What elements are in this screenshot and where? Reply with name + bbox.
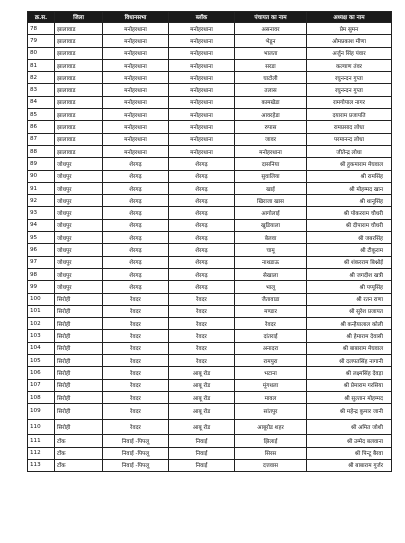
table-row xyxy=(28,72,392,84)
serial-cell: 101 xyxy=(28,305,55,317)
panchayat-cell: भालता xyxy=(235,47,307,59)
serial-cell: 83 xyxy=(28,84,55,96)
assembly-cell: रेवदर xyxy=(103,379,169,391)
assembly-cell: निवाई -पिपलू xyxy=(103,447,169,459)
table-row xyxy=(28,232,392,244)
serial-cell: 105 xyxy=(28,355,55,367)
district-cell: सिरोही xyxy=(55,342,103,354)
block-cell: शेरगढ़ xyxy=(169,244,235,256)
panchayat-cell: झिलाई xyxy=(235,435,307,447)
president-name-cell: श्री थानूसिंह xyxy=(307,195,392,207)
serial-cell: 99 xyxy=(28,281,55,293)
table-row xyxy=(28,459,392,471)
table-row xyxy=(28,435,392,447)
table-row xyxy=(28,447,392,459)
block-cell: शेरगढ़ xyxy=(169,170,235,182)
district-cell: झालावाड xyxy=(55,84,103,96)
serial-cell: 104 xyxy=(28,342,55,354)
panchayat-cell: मावल xyxy=(235,391,307,403)
block-cell: रेवदर xyxy=(169,330,235,342)
assembly-cell: शेरगढ़ xyxy=(103,232,169,244)
block-cell: आबू रोड xyxy=(169,391,235,403)
assembly-cell: मनोहरथाना xyxy=(103,121,169,133)
president-name-cell: जीतेन्द्र लोधा xyxy=(307,145,392,157)
assembly-cell: शेरगढ़ xyxy=(103,244,169,256)
assembly-cell: शेरगढ़ xyxy=(103,268,169,280)
president-name-cell: कल्याण तंवर xyxy=(307,59,392,71)
president-list-table xyxy=(27,11,392,472)
panchayat-cell: असनावर xyxy=(235,23,307,35)
president-name-cell: श्री दलपतसिंह नागानी xyxy=(307,355,392,367)
district-cell: सिरोही xyxy=(55,404,103,420)
panchayat-cell: दांतराई xyxy=(235,330,307,342)
table-row xyxy=(28,35,392,47)
serial-cell: 100 xyxy=(28,293,55,305)
header-block: ब्लॉक xyxy=(169,12,235,23)
serial-cell: 89 xyxy=(28,158,55,170)
panchayat-cell: सुवालिया xyxy=(235,170,307,182)
district-cell: झालावाड xyxy=(55,47,103,59)
district-cell: जोधपुर xyxy=(55,281,103,293)
president-name-cell: श्री रतन राणा xyxy=(307,293,392,305)
district-cell: जोधपुर xyxy=(55,195,103,207)
district-cell: सिरोही xyxy=(55,305,103,317)
assembly-cell: शेरगढ़ xyxy=(103,256,169,268)
assembly-cell: शेरगढ़ xyxy=(103,219,169,231)
president-name-cell: श्री जगदीश खत्री xyxy=(307,268,392,280)
assembly-cell: रेवदर xyxy=(103,293,169,305)
district-cell: जोधपुर xyxy=(55,170,103,182)
panchayat-cell: आवरहेडा xyxy=(235,109,307,121)
assembly-cell: निवाई -पिपलू xyxy=(103,435,169,447)
serial-cell: 92 xyxy=(28,195,55,207)
header-panchayat: पंचायत का नाम xyxy=(235,12,307,23)
serial-cell: 95 xyxy=(28,232,55,244)
serial-cell: 109 xyxy=(28,404,55,420)
assembly-cell: मनोहरथाना xyxy=(103,72,169,84)
table-row xyxy=(28,244,392,256)
assembly-cell: रेवदर xyxy=(103,355,169,367)
district-cell: झालावाड xyxy=(55,35,103,47)
district-cell: झालावाड xyxy=(55,23,103,35)
president-name-cell: श्री बाबाराम गुर्जर xyxy=(307,459,392,471)
assembly-cell: शेरगढ़ xyxy=(103,158,169,170)
president-name-cell: श्री सुल्तान मोहम्मद xyxy=(307,391,392,403)
panchayat-cell: जावर xyxy=(235,133,307,145)
district-cell: सिरोही xyxy=(55,367,103,379)
district-cell: जोधपुर xyxy=(55,219,103,231)
assembly-cell: रेवदर xyxy=(103,318,169,330)
table-header-row xyxy=(28,12,392,23)
block-cell: मनोहरथाना xyxy=(169,145,235,157)
serial-cell: 107 xyxy=(28,379,55,391)
panchayat-cell: सांतपुर xyxy=(235,404,307,420)
panchayat-cell: रुपास xyxy=(235,121,307,133)
president-name-cell: श्री टीकूराम xyxy=(307,244,392,256)
district-cell: जोधपुर xyxy=(55,207,103,219)
district-cell: झालावाड xyxy=(55,59,103,71)
serial-cell: 106 xyxy=(28,367,55,379)
district-cell: सिरोही xyxy=(55,318,103,330)
table-row xyxy=(28,318,392,330)
president-name-cell: श्री उम्मेद बलवाना xyxy=(307,435,392,447)
assembly-cell: मनोहरथाना xyxy=(103,84,169,96)
panchayat-cell: कामखेडा xyxy=(235,96,307,108)
block-cell: मनोहरथाना xyxy=(169,35,235,47)
district-cell: झालावाड xyxy=(55,96,103,108)
block-cell: शेरगढ़ xyxy=(169,158,235,170)
assembly-cell: मनोहरथाना xyxy=(103,96,169,108)
assembly-cell: शेरगढ़ xyxy=(103,281,169,293)
block-cell: मनोहरथाना xyxy=(169,59,235,71)
district-cell: सिरोही xyxy=(55,391,103,403)
serial-cell: 108 xyxy=(28,391,55,403)
header-president-name: अध्यक्ष का नाम xyxy=(307,12,392,23)
block-cell: रेवदर xyxy=(169,293,235,305)
assembly-cell: मनोहरथाना xyxy=(103,23,169,35)
table-row xyxy=(28,145,392,157)
table-row xyxy=(28,355,392,367)
president-name-cell: श्री पोकरराम चौधरी xyxy=(307,207,392,219)
table-row xyxy=(28,182,392,194)
block-cell: निवाई xyxy=(169,459,235,471)
president-name-cell: श्री महेन्द्र कुमार जानी xyxy=(307,404,392,420)
table-row xyxy=(28,195,392,207)
serial-cell: 94 xyxy=(28,219,55,231)
district-cell: सिरोही xyxy=(55,379,103,391)
panchayat-cell: रामपुरा xyxy=(235,355,307,367)
table-row xyxy=(28,170,392,182)
panchayat-cell: दासनिया xyxy=(235,158,307,170)
table-row xyxy=(28,219,392,231)
serial-cell: 103 xyxy=(28,330,55,342)
table-row xyxy=(28,133,392,145)
table-row xyxy=(28,379,392,391)
block-cell: शेरगढ़ xyxy=(169,268,235,280)
president-name-cell: श्री मोहम्मद खान xyxy=(307,182,392,194)
table-row xyxy=(28,293,392,305)
table-row xyxy=(28,47,392,59)
president-name-cell: श्री शंकरराम बिश्नोई xyxy=(307,256,392,268)
assembly-cell: शेरगढ़ xyxy=(103,182,169,194)
assembly-cell: शेरगढ़ xyxy=(103,207,169,219)
serial-cell: 78 xyxy=(28,23,55,35)
district-cell: टोंक xyxy=(55,435,103,447)
block-cell: मनोहरथाना xyxy=(169,109,235,121)
panchayat-cell: खिराजा खास xyxy=(235,195,307,207)
serial-cell: 79 xyxy=(28,35,55,47)
serial-cell: 80 xyxy=(28,47,55,59)
serial-cell: 90 xyxy=(28,170,55,182)
president-name-cell: रामगोपाल नागर xyxy=(307,96,392,108)
block-cell: शेरगढ़ xyxy=(169,256,235,268)
block-cell: मनोहरथाना xyxy=(169,121,235,133)
table-row xyxy=(28,367,392,379)
district-cell: जोधपुर xyxy=(55,244,103,256)
president-name-cell: श्री प्रेमाराम गरसिया xyxy=(307,379,392,391)
assembly-cell: निवाई -पिपलू xyxy=(103,459,169,471)
table-row xyxy=(28,419,392,435)
header-district: जिला xyxy=(55,12,103,23)
assembly-cell: मनोहरथाना xyxy=(103,35,169,47)
assembly-cell: मनोहरथाना xyxy=(103,47,169,59)
serial-cell: 111 xyxy=(28,435,55,447)
panchayat-cell: भेडून xyxy=(235,35,307,47)
table-row xyxy=(28,268,392,280)
block-cell: शेरगढ़ xyxy=(169,219,235,231)
district-cell: जोधपुर xyxy=(55,256,103,268)
president-name-cell: रघुनन्दन गुप्ता xyxy=(307,72,392,84)
table-row xyxy=(28,391,392,403)
table-row xyxy=(28,121,392,133)
assembly-cell: रेवदर xyxy=(103,404,169,420)
panchayat-cell: दत्तवास xyxy=(235,459,307,471)
president-name-cell: श्री जबरसिंह xyxy=(307,232,392,244)
serial-cell: 85 xyxy=(28,109,55,121)
table-row xyxy=(28,96,392,108)
table-row xyxy=(28,256,392,268)
serial-cell: 110 xyxy=(28,419,55,435)
serial-cell: 91 xyxy=(28,182,55,194)
block-cell: निवाई xyxy=(169,447,235,459)
panchayat-cell: मनोहरथाना xyxy=(235,145,307,157)
district-cell: सिरोही xyxy=(55,419,103,435)
serial-cell: 87 xyxy=(28,133,55,145)
block-cell: मनोहरथाना xyxy=(169,23,235,35)
block-cell: रेवदर xyxy=(169,305,235,317)
block-cell: मनोहरथाना xyxy=(169,96,235,108)
president-name-cell: श्री कन्हैयालाल कोली xyxy=(307,318,392,330)
serial-cell: 97 xyxy=(28,256,55,268)
district-cell: जोधपुर xyxy=(55,232,103,244)
president-name-cell: रघुनन्दन गुप्ता xyxy=(307,84,392,96)
block-cell: शेरगढ़ xyxy=(169,195,235,207)
serial-cell: 88 xyxy=(28,145,55,157)
block-cell: शेरगढ़ xyxy=(169,232,235,244)
assembly-cell: शेरगढ़ xyxy=(103,195,169,207)
panchayat-cell: तलास xyxy=(235,84,307,96)
serial-cell: 113 xyxy=(28,459,55,471)
block-cell: मनोहरथाना xyxy=(169,47,235,59)
block-cell: शेरगढ़ xyxy=(169,207,235,219)
panchayat-cell: घाटोली xyxy=(235,72,307,84)
president-name-cell: श्री हेमाराम देवासी xyxy=(307,330,392,342)
block-cell: मनोहरथाना xyxy=(169,133,235,145)
assembly-cell: रेवदर xyxy=(103,330,169,342)
panchayat-cell: भटाना xyxy=(235,367,307,379)
assembly-cell: रेवदर xyxy=(103,391,169,403)
serial-cell: 93 xyxy=(28,207,55,219)
district-cell: टोंक xyxy=(55,447,103,459)
table-body xyxy=(28,23,392,472)
block-cell: रेवदर xyxy=(169,355,235,367)
serial-cell: 84 xyxy=(28,96,55,108)
block-cell: रेवदर xyxy=(169,318,235,330)
header-serial: क्र.स. xyxy=(28,12,55,23)
table-row xyxy=(28,109,392,121)
assembly-cell: शेरगढ़ xyxy=(103,170,169,182)
table-row xyxy=(28,342,392,354)
block-cell: मनोहरथाना xyxy=(169,72,235,84)
serial-cell: 102 xyxy=(28,318,55,330)
president-name-cell: प्रेम सुमन xyxy=(307,23,392,35)
president-name-cell: श्री हुकमाराम मेघवाल xyxy=(307,158,392,170)
assembly-cell: मनोहरथाना xyxy=(103,145,169,157)
district-cell: सिरोही xyxy=(55,330,103,342)
serial-cell: 96 xyxy=(28,244,55,256)
district-cell: सिरोही xyxy=(55,355,103,367)
table-row xyxy=(28,23,392,35)
district-cell: जोधपुर xyxy=(55,158,103,170)
assembly-cell: मनोहरथाना xyxy=(103,133,169,145)
panchayat-cell: बेलवा xyxy=(235,232,307,244)
president-name-cell: ओमप्रकाश मीणा xyxy=(307,35,392,47)
district-cell: झालावाड xyxy=(55,145,103,157)
table-row xyxy=(28,158,392,170)
serial-cell: 82 xyxy=(28,72,55,84)
panchayat-cell: अनादरा xyxy=(235,342,307,354)
assembly-cell: मनोहरथाना xyxy=(103,109,169,121)
block-cell: मनोहरथाना xyxy=(169,84,235,96)
district-cell: झालावाड xyxy=(55,72,103,84)
assembly-cell: रेवदर xyxy=(103,367,169,379)
president-name-cell: श्री दीपाराम चौधरी xyxy=(307,219,392,231)
block-cell: शेरगढ़ xyxy=(169,182,235,194)
president-name-cell: परमानन्द लोधा xyxy=(307,133,392,145)
president-name-cell: श्री बाबाराम मेघवाल xyxy=(307,342,392,354)
table-row xyxy=(28,404,392,420)
serial-cell: 98 xyxy=(28,268,55,280)
president-name-cell: श्री पिन्टू बैरवा xyxy=(307,447,392,459)
table-row xyxy=(28,59,392,71)
panchayat-cell: सरडा xyxy=(235,59,307,71)
panchayat-cell: चामू xyxy=(235,244,307,256)
table-row xyxy=(28,84,392,96)
president-name-cell: श्री लक्ष्मसिंह देवड़ा xyxy=(307,367,392,379)
panchayat-cell: आबूरोड शहर xyxy=(235,419,307,435)
panchayat-cell: सेखाला xyxy=(235,268,307,280)
panchayat-cell: खाई xyxy=(235,182,307,194)
serial-cell: 81 xyxy=(28,59,55,71)
district-cell: टोंक xyxy=(55,459,103,471)
block-cell: आबू रोड xyxy=(169,367,235,379)
panchayat-cell: मण्डार xyxy=(235,305,307,317)
assembly-cell: रेवदर xyxy=(103,305,169,317)
block-cell: आबू रोड xyxy=(169,404,235,420)
president-name-cell: अर्जुन सिंह पंवार xyxy=(307,47,392,59)
district-cell: सिरोही xyxy=(55,293,103,305)
panchayat-cell: मूंगथला xyxy=(235,379,307,391)
header-assembly: विधानसभा xyxy=(103,12,169,23)
panchayat-cell: नाथडाऊ xyxy=(235,256,307,268)
district-cell: जोधपुर xyxy=(55,268,103,280)
president-name-cell: श्री पप्पूसिंह xyxy=(307,281,392,293)
serial-cell: 86 xyxy=(28,121,55,133)
president-name-cell: रामप्रसाद लोधा xyxy=(307,121,392,133)
table-row xyxy=(28,305,392,317)
panchayat-cell: रेवदर xyxy=(235,318,307,330)
president-name-cell: श्री रामसिंह xyxy=(307,170,392,182)
district-cell: झालावाड xyxy=(55,133,103,145)
panchayat-cell: सिरस xyxy=(235,447,307,459)
block-cell: शेरगढ़ xyxy=(169,281,235,293)
president-name-cell: श्री सुरेश प्रजापत xyxy=(307,305,392,317)
assembly-cell: रेवदर xyxy=(103,419,169,435)
table-row xyxy=(28,281,392,293)
panchayat-cell: आगोलाई xyxy=(235,207,307,219)
block-cell: रेवदर xyxy=(169,342,235,354)
district-cell: झालावाड xyxy=(55,109,103,121)
table-row xyxy=(28,207,392,219)
president-name-cell: श्री अमित जोशी xyxy=(307,419,392,435)
president-name-cell: दयाराम प्रजापति xyxy=(307,109,392,121)
district-cell: जोधपुर xyxy=(55,182,103,194)
block-cell: आबू रोड xyxy=(169,419,235,435)
block-cell: निवाई xyxy=(169,435,235,447)
district-cell: झालावाड xyxy=(55,121,103,133)
panchayat-cell: खुडियाला xyxy=(235,219,307,231)
assembly-cell: मनोहरथाना xyxy=(103,59,169,71)
panchayat-cell: जैतावाडा xyxy=(235,293,307,305)
panchayat-cell: भालू xyxy=(235,281,307,293)
assembly-cell: रेवदर xyxy=(103,342,169,354)
serial-cell: 112 xyxy=(28,447,55,459)
table-row xyxy=(28,330,392,342)
block-cell: आबू रोड xyxy=(169,379,235,391)
